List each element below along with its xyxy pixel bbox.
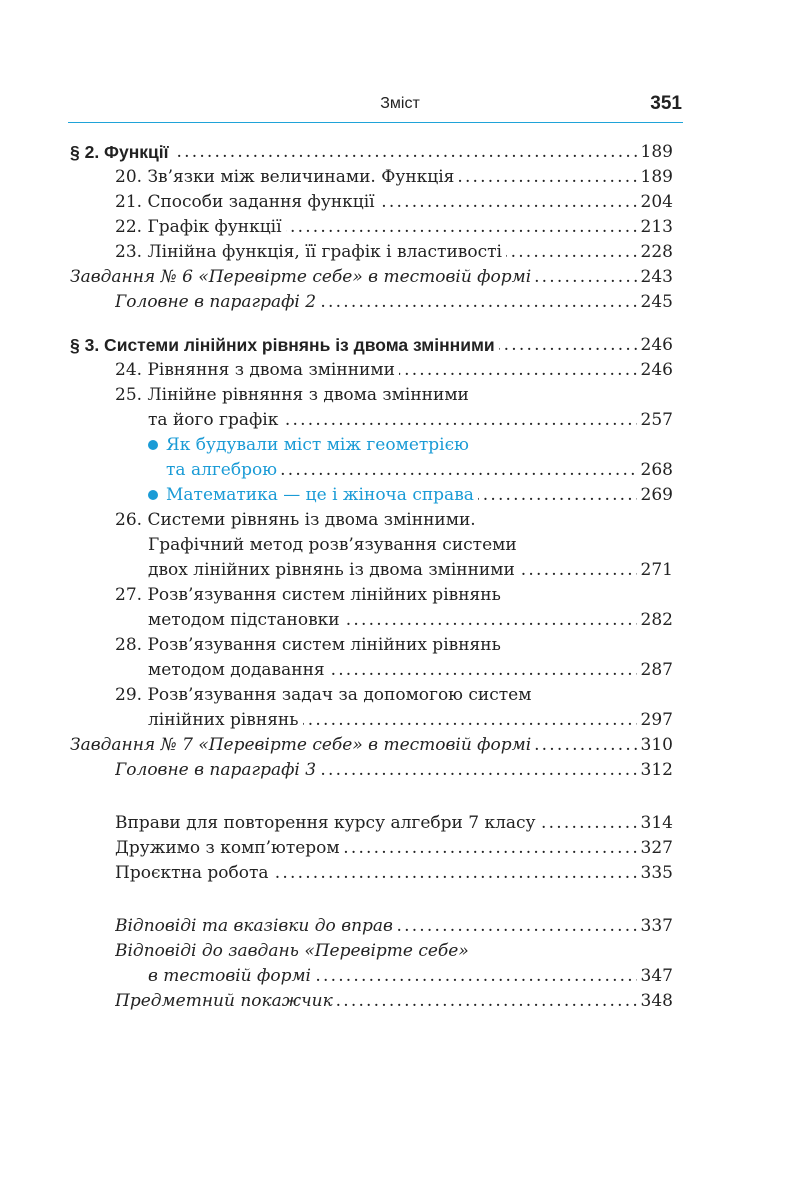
toc-label: в тестовій формі xyxy=(148,964,315,989)
toc-section-2[interactable] xyxy=(70,140,673,165)
toc-page: 337 xyxy=(637,914,673,939)
toc-label: 20. Зв’язки між величинами. Функція xyxy=(115,165,458,190)
toc-label: та алгеброю xyxy=(166,458,281,483)
toc-label: Математика — це і жіноча справа xyxy=(148,483,478,508)
toc-page: 347 xyxy=(637,964,673,989)
toc-summary-2[interactable] xyxy=(115,290,673,315)
toc-review-exercises[interactable] xyxy=(115,811,673,836)
toc-item-26-cont[interactable] xyxy=(148,533,673,558)
toc-summary-3[interactable] xyxy=(115,758,673,783)
toc-page: 246 xyxy=(637,333,673,358)
toc-page: 213 xyxy=(637,215,673,240)
bullet-icon xyxy=(148,440,158,450)
toc-extra-bridge[interactable] xyxy=(148,433,673,458)
toc-label: Головне в параграфі 2 xyxy=(115,290,320,315)
toc-page: 246 xyxy=(637,358,673,383)
toc-page: 335 xyxy=(637,861,673,886)
toc-label: § 3. Системи лінійних рівнянь із двома змінними xyxy=(70,333,499,358)
header-rule xyxy=(68,122,683,123)
toc-label: Завдання № 7 «Перевірте себе» в тестовій формі xyxy=(70,733,535,758)
toc-page: 297 xyxy=(637,708,673,733)
toc-item-27-cont[interactable] xyxy=(148,608,673,633)
toc-page: 287 xyxy=(637,658,673,683)
toc-page: 189 xyxy=(637,165,673,190)
toc-label: 29. Розв’язування задач за допомогою систем xyxy=(115,683,535,708)
toc-extra-women[interactable] xyxy=(148,483,673,508)
toc-label: 24. Рівняння з двома змінними xyxy=(115,358,399,383)
toc-test-6[interactable] xyxy=(70,265,673,290)
toc-label: лінійних рівнянь xyxy=(148,708,303,733)
toc-page: 228 xyxy=(637,240,673,265)
toc-label: Головне в параграфі 3 xyxy=(115,758,320,783)
toc-test-answers-cont[interactable] xyxy=(148,964,673,989)
toc-item-25[interactable] xyxy=(115,383,673,408)
toc-label: 26. Системи рівнянь із двома змінними. xyxy=(115,508,480,533)
toc-label: 21. Способи задання функції xyxy=(115,190,379,215)
toc-item-23[interactable] xyxy=(115,240,673,265)
toc-test-answers[interactable] xyxy=(115,939,673,964)
toc-page: 189 xyxy=(637,140,673,165)
toc-subject-index[interactable] xyxy=(115,989,673,1014)
toc-label: 25. Лінійне рівняння з двома змінними xyxy=(115,383,473,408)
toc-computer[interactable] xyxy=(115,836,673,861)
toc-test-7[interactable] xyxy=(70,733,673,758)
toc-item-29-cont[interactable] xyxy=(148,708,673,733)
toc-page: 204 xyxy=(637,190,673,215)
toc-label: Предметний покажчик xyxy=(115,989,337,1014)
toc-label: Проєктна робота xyxy=(115,861,273,886)
toc-item-27[interactable] xyxy=(115,583,673,608)
toc-label: двох лінійних рівнянь із двома змінними xyxy=(148,558,519,583)
toc-extra-bridge-cont[interactable] xyxy=(166,458,673,483)
toc-label: Вправи для повторення курсу алгебри 7 класу xyxy=(115,811,540,836)
toc-page: 348 xyxy=(637,989,673,1014)
toc-label: методом підстановки xyxy=(148,608,344,633)
toc-label: Відповіді та вказівки до вправ xyxy=(115,914,397,939)
toc-label: Відповіді до завдань «Перевірте себе» xyxy=(115,939,473,964)
toc-item-28[interactable] xyxy=(115,633,673,658)
toc-item-22[interactable] xyxy=(115,215,673,240)
toc-page: 312 xyxy=(637,758,673,783)
toc-answers[interactable] xyxy=(115,914,673,939)
toc-item-29[interactable] xyxy=(115,683,673,708)
toc-label: Як будували міст між геометрією xyxy=(148,433,473,458)
toc-item-26-cont2[interactable] xyxy=(148,558,673,583)
toc-label: 28. Розв’язування систем лінійних рівнянь xyxy=(115,633,505,658)
bullet-icon xyxy=(148,490,158,500)
toc-label: методом додавання xyxy=(148,658,329,683)
toc-page: 327 xyxy=(637,836,673,861)
toc-label: Графічний метод розв’язування системи xyxy=(148,533,521,558)
toc-label: 23. Лінійна функція, її графік і властивості xyxy=(115,240,506,265)
toc-item-25-cont[interactable] xyxy=(148,408,673,433)
toc-page: 245 xyxy=(637,290,673,315)
toc-item-20[interactable] xyxy=(115,165,673,190)
toc-page: 310 xyxy=(637,733,673,758)
toc-item-24[interactable] xyxy=(115,358,673,383)
toc-label: 27. Розв’язування систем лінійних рівнянь xyxy=(115,583,505,608)
table-of-contents xyxy=(70,140,673,1014)
toc-label: Дружимо з комп’ютером xyxy=(115,836,344,861)
toc-label: § 2. Функції xyxy=(70,140,173,165)
toc-page: 268 xyxy=(637,458,673,483)
toc-page: 271 xyxy=(637,558,673,583)
page-number: 351 xyxy=(650,93,682,114)
toc-item-26[interactable] xyxy=(115,508,673,533)
toc-item-21[interactable] xyxy=(115,190,673,215)
toc-project[interactable] xyxy=(115,861,673,886)
toc-label: Завдання № 6 «Перевірте себе» в тестовій формі xyxy=(70,265,535,290)
running-header-title: Зміст xyxy=(380,95,420,112)
toc-section-3[interactable] xyxy=(70,333,673,358)
toc-label: 22. Графік функції xyxy=(115,215,286,240)
toc-page: 314 xyxy=(637,811,673,836)
toc-page: 269 xyxy=(637,483,673,508)
toc-page: 282 xyxy=(637,608,673,633)
toc-item-28-cont[interactable] xyxy=(148,658,673,683)
toc-page: 257 xyxy=(637,408,673,433)
toc-page: 243 xyxy=(637,265,673,290)
toc-label: та його графік xyxy=(148,408,282,433)
